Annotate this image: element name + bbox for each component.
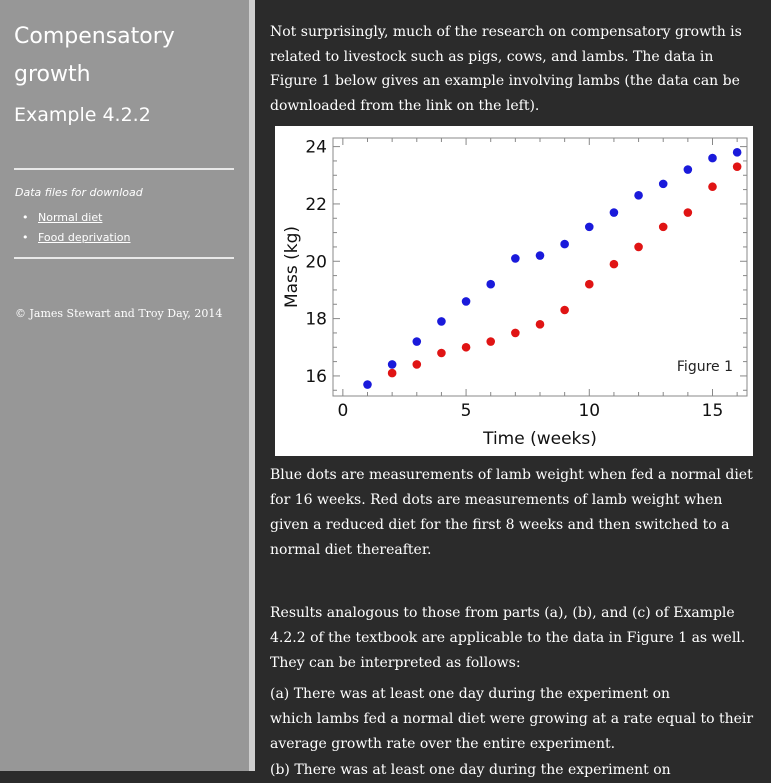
deprivation-point xyxy=(412,360,421,369)
deprivation-point xyxy=(585,280,594,289)
x-tick-label: 5 xyxy=(460,401,472,421)
figure-1 xyxy=(275,126,753,456)
normal-diet-point xyxy=(733,148,742,157)
page-title: Compensatory growth xyxy=(14,24,175,87)
normal-diet-point xyxy=(634,191,643,200)
normal-diet-point xyxy=(437,317,446,326)
intro-paragraph xyxy=(270,20,760,118)
bullet-icon: • xyxy=(22,211,29,224)
sidebar xyxy=(0,0,249,771)
deprivation-point xyxy=(388,369,397,378)
downloads-heading: Data files for download xyxy=(15,186,143,199)
download-link-normal-diet[interactable]: Normal diet xyxy=(38,211,103,224)
normal-diet-point xyxy=(610,208,619,217)
deprivation-point xyxy=(511,329,520,338)
deprivation-point xyxy=(536,320,545,329)
sidebar-divider-top xyxy=(14,168,234,170)
x-tick-label: 10 xyxy=(578,401,601,421)
downloads-list xyxy=(22,208,131,248)
page-subtitle: Example 4.2.2 xyxy=(14,104,151,126)
sidebar-divider-bottom xyxy=(14,257,234,259)
part-a-line-2: which lambs fed a normal diet were growing at a rate equal to their average growth rate over the entire experiment. xyxy=(270,711,754,752)
part-b-paragraph: (b) There was at least one day during the experiment on xyxy=(270,762,671,778)
part-a-paragraph xyxy=(270,682,760,757)
deprivation-point xyxy=(437,349,446,358)
normal-diet-point xyxy=(585,223,594,232)
normal-diet-point xyxy=(536,251,545,260)
normal-diet-point xyxy=(684,165,693,174)
y-tick-label: 20 xyxy=(305,252,327,273)
y-tick-label: 22 xyxy=(305,194,327,215)
results-paragraph: Results analogous to those from parts (a), (b), and (c) of Example 4.2.2 of the textbook are applicable to the data in Figure 1 as well. They can be interpreted as follows: xyxy=(270,605,746,671)
x-tick-label: 0 xyxy=(337,401,349,421)
bullet-icon: • xyxy=(22,231,29,244)
part-a-line-1: (a) There was at least one day during the experiment on xyxy=(270,686,671,702)
deprivation-point xyxy=(708,182,717,191)
figure-annotation: Figure 1 xyxy=(676,359,733,375)
copyright: © James Stewart and Troy Day, 2014 xyxy=(15,307,223,320)
x-axis-label: Time (weeks) xyxy=(483,429,597,449)
normal-diet-point xyxy=(511,254,520,263)
caption-paragraph: Blue dots are measurements of lamb weight when fed a normal diet for 16 weeks. Red dots are measurements of lamb weight when given a reduced diet for the first 8 weeks and then switched to a normal diet thereafter. xyxy=(270,467,753,558)
y-tick-label: 18 xyxy=(305,309,327,330)
normal-diet-point xyxy=(388,360,397,369)
normal-diet-point xyxy=(708,154,717,163)
normal-diet-point xyxy=(363,380,372,389)
normal-diet-point xyxy=(659,180,668,189)
scatter-chart xyxy=(275,126,753,456)
y-tick-label: 24 xyxy=(305,137,327,158)
deprivation-point xyxy=(659,223,668,232)
deprivation-point xyxy=(684,208,693,217)
deprivation-point xyxy=(462,343,471,352)
list-item xyxy=(22,228,131,248)
normal-diet-point xyxy=(412,337,421,346)
normal-diet-point xyxy=(560,240,569,249)
y-axis-label: Mass (kg) xyxy=(282,225,302,309)
intro-text: Not surprisingly, much of the research on compensatory growth is related to livestock such as pigs, cows, and lambs. The data in Figure 1 below gives an example involving lambs (the data can be downloaded from the link on the left). xyxy=(270,24,742,114)
download-link-food-deprivation[interactable]: Food deprivation xyxy=(38,231,131,244)
normal-diet-point xyxy=(486,280,495,289)
list-item xyxy=(22,208,131,228)
deprivation-point xyxy=(486,337,495,346)
y-tick-label: 16 xyxy=(305,366,327,387)
deprivation-point xyxy=(610,260,619,269)
deprivation-point xyxy=(634,243,643,252)
x-tick-label: 15 xyxy=(701,401,724,421)
plot-frame xyxy=(333,138,747,396)
sidebar-border xyxy=(249,0,255,771)
normal-diet-point xyxy=(462,297,471,306)
deprivation-point xyxy=(733,162,742,171)
deprivation-point xyxy=(560,306,569,315)
